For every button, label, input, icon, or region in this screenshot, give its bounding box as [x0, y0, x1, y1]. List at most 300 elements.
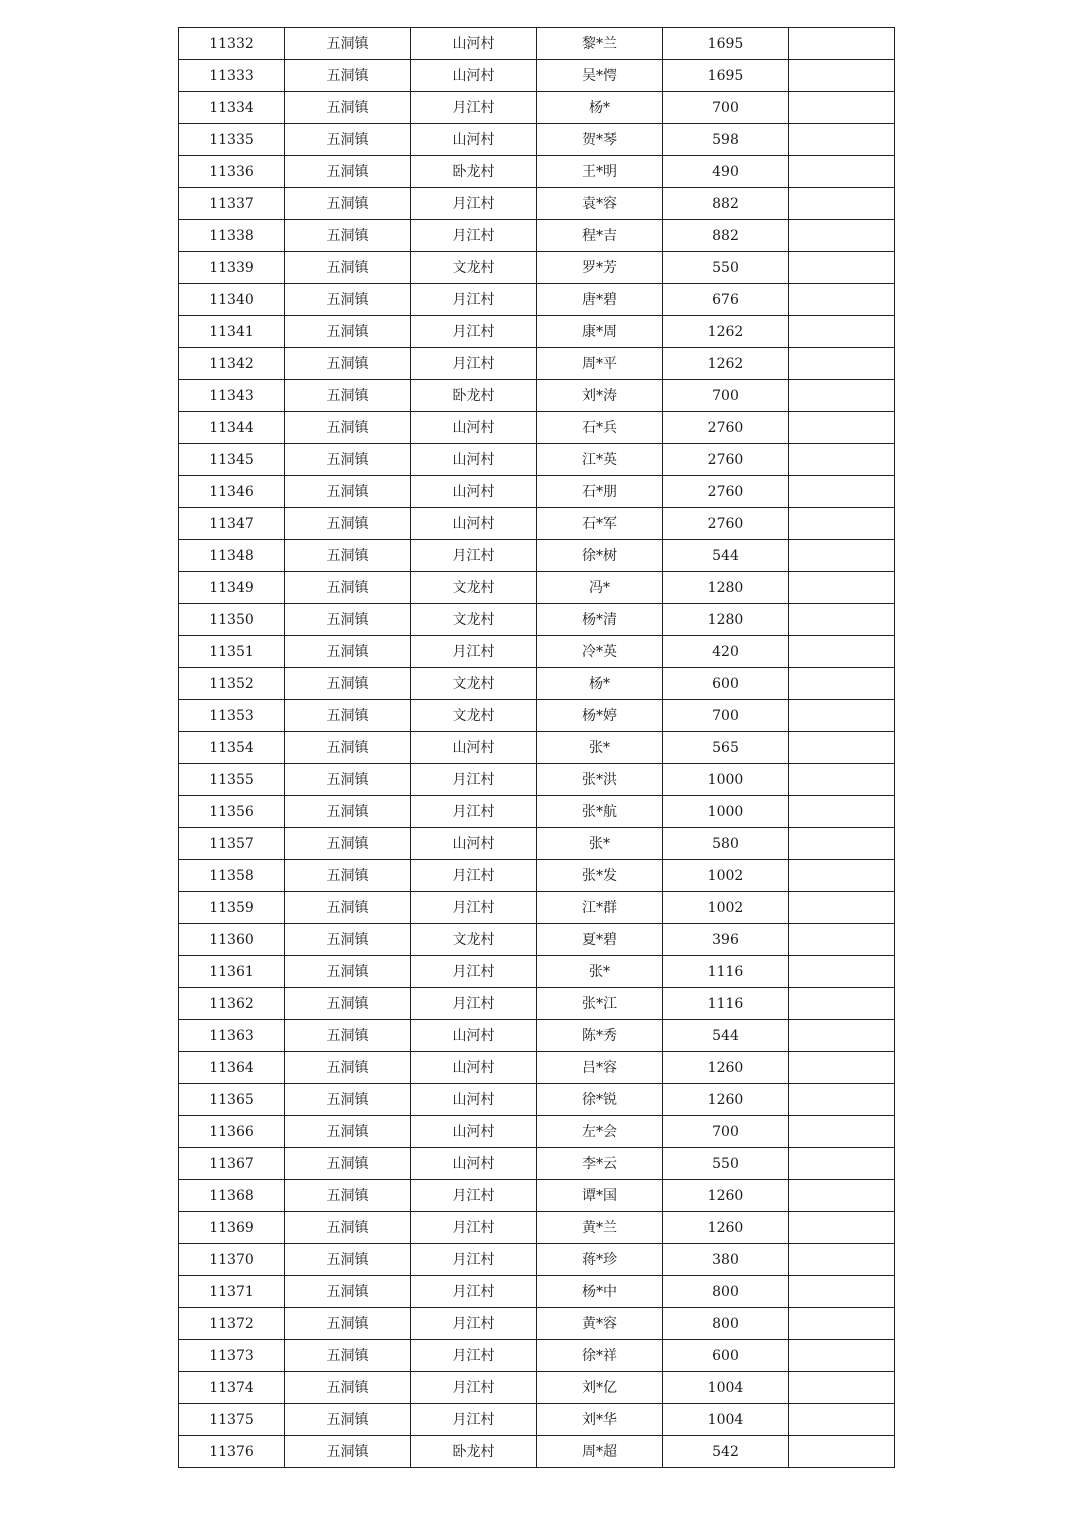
amount-cell: 1260: [663, 1084, 789, 1116]
table-row: [179, 380, 895, 412]
name-cell: 杨*: [537, 668, 663, 700]
village-cell: 卧龙村: [411, 156, 537, 188]
table-row: [179, 28, 895, 60]
amount-cell: 1260: [663, 1052, 789, 1084]
name-cell: 夏*碧: [537, 924, 663, 956]
note-cell: [789, 508, 895, 540]
town-cell: 五洞镇: [285, 252, 411, 284]
town-cell: 五洞镇: [285, 1020, 411, 1052]
name-cell: 蒋*珍: [537, 1244, 663, 1276]
name-cell: 张*洪: [537, 764, 663, 796]
serial-number-cell: 11333: [179, 60, 285, 92]
note-cell: [789, 1020, 895, 1052]
serial-number-cell: 11364: [179, 1052, 285, 1084]
table-row: [179, 476, 895, 508]
note-cell: [789, 1148, 895, 1180]
name-cell: 江*英: [537, 444, 663, 476]
village-cell: 月江村: [411, 1308, 537, 1340]
name-cell: 吕*容: [537, 1052, 663, 1084]
note-cell: [789, 1308, 895, 1340]
table-row: [179, 732, 895, 764]
table-row: [179, 1308, 895, 1340]
amount-cell: 1262: [663, 348, 789, 380]
amount-cell: 1260: [663, 1212, 789, 1244]
note-cell: [789, 1244, 895, 1276]
serial-number-cell: 11346: [179, 476, 285, 508]
table-row: [179, 1436, 895, 1468]
amount-cell: 700: [663, 380, 789, 412]
village-cell: 文龙村: [411, 604, 537, 636]
village-cell: 文龙村: [411, 924, 537, 956]
town-cell: 五洞镇: [285, 1084, 411, 1116]
town-cell: 五洞镇: [285, 1244, 411, 1276]
table-row: [179, 412, 895, 444]
serial-number-cell: 11361: [179, 956, 285, 988]
village-cell: 卧龙村: [411, 1436, 537, 1468]
village-cell: 月江村: [411, 636, 537, 668]
town-cell: 五洞镇: [285, 284, 411, 316]
table-row: [179, 636, 895, 668]
note-cell: [789, 1276, 895, 1308]
table-row: [179, 1372, 895, 1404]
amount-cell: 396: [663, 924, 789, 956]
amount-cell: 544: [663, 1020, 789, 1052]
note-cell: [789, 1436, 895, 1468]
note-cell: [789, 284, 895, 316]
table-row: [179, 1148, 895, 1180]
village-cell: 山河村: [411, 444, 537, 476]
serial-number-cell: 11340: [179, 284, 285, 316]
table-body: [179, 28, 895, 1468]
village-cell: 文龙村: [411, 700, 537, 732]
table-row: [179, 604, 895, 636]
name-cell: 袁*容: [537, 188, 663, 220]
village-cell: 月江村: [411, 860, 537, 892]
town-cell: 五洞镇: [285, 892, 411, 924]
village-cell: 月江村: [411, 892, 537, 924]
name-cell: 徐*锐: [537, 1084, 663, 1116]
town-cell: 五洞镇: [285, 60, 411, 92]
serial-number-cell: 11344: [179, 412, 285, 444]
village-cell: 月江村: [411, 796, 537, 828]
amount-cell: 700: [663, 92, 789, 124]
amount-cell: 1000: [663, 796, 789, 828]
village-cell: 山河村: [411, 828, 537, 860]
name-cell: 谭*国: [537, 1180, 663, 1212]
village-cell: 月江村: [411, 316, 537, 348]
serial-number-cell: 11347: [179, 508, 285, 540]
table-row: [179, 1052, 895, 1084]
serial-number-cell: 11373: [179, 1340, 285, 1372]
serial-number-cell: 11368: [179, 1180, 285, 1212]
note-cell: [789, 412, 895, 444]
serial-number-cell: 11367: [179, 1148, 285, 1180]
name-cell: 张*: [537, 956, 663, 988]
amount-cell: 800: [663, 1276, 789, 1308]
amount-cell: 1116: [663, 956, 789, 988]
village-cell: 月江村: [411, 1180, 537, 1212]
name-cell: 刘*亿: [537, 1372, 663, 1404]
name-cell: 黄*容: [537, 1308, 663, 1340]
village-cell: 山河村: [411, 1116, 537, 1148]
town-cell: 五洞镇: [285, 316, 411, 348]
amount-cell: 2760: [663, 444, 789, 476]
serial-number-cell: 11351: [179, 636, 285, 668]
serial-number-cell: 11335: [179, 124, 285, 156]
town-cell: 五洞镇: [285, 28, 411, 60]
table-row: [179, 444, 895, 476]
name-cell: 贺*琴: [537, 124, 663, 156]
village-cell: 月江村: [411, 540, 537, 572]
amount-cell: 2760: [663, 508, 789, 540]
note-cell: [789, 636, 895, 668]
town-cell: 五洞镇: [285, 348, 411, 380]
serial-number-cell: 11362: [179, 988, 285, 1020]
name-cell: 周*超: [537, 1436, 663, 1468]
town-cell: 五洞镇: [285, 1180, 411, 1212]
village-cell: 山河村: [411, 28, 537, 60]
town-cell: 五洞镇: [285, 412, 411, 444]
serial-number-cell: 11355: [179, 764, 285, 796]
town-cell: 五洞镇: [285, 796, 411, 828]
serial-number-cell: 11366: [179, 1116, 285, 1148]
serial-number-cell: 11343: [179, 380, 285, 412]
amount-cell: 1695: [663, 60, 789, 92]
serial-number-cell: 11332: [179, 28, 285, 60]
note-cell: [789, 316, 895, 348]
amount-cell: 1002: [663, 892, 789, 924]
amount-cell: 420: [663, 636, 789, 668]
note-cell: [789, 476, 895, 508]
table-row: [179, 700, 895, 732]
village-cell: 月江村: [411, 1404, 537, 1436]
town-cell: 五洞镇: [285, 1308, 411, 1340]
town-cell: 五洞镇: [285, 156, 411, 188]
name-cell: 罗*芳: [537, 252, 663, 284]
name-cell: 徐*祥: [537, 1340, 663, 1372]
name-cell: 周*平: [537, 348, 663, 380]
village-cell: 文龙村: [411, 668, 537, 700]
note-cell: [789, 572, 895, 604]
note-cell: [789, 1180, 895, 1212]
serial-number-cell: 11338: [179, 220, 285, 252]
town-cell: 五洞镇: [285, 380, 411, 412]
note-cell: [789, 732, 895, 764]
note-cell: [789, 188, 895, 220]
note-cell: [789, 796, 895, 828]
village-cell: 山河村: [411, 1084, 537, 1116]
name-cell: 冷*英: [537, 636, 663, 668]
name-cell: 刘*华: [537, 1404, 663, 1436]
table-row: [179, 284, 895, 316]
note-cell: [789, 1372, 895, 1404]
village-cell: 月江村: [411, 92, 537, 124]
amount-cell: 676: [663, 284, 789, 316]
table-row: [179, 988, 895, 1020]
town-cell: 五洞镇: [285, 444, 411, 476]
village-cell: 月江村: [411, 764, 537, 796]
note-cell: [789, 924, 895, 956]
village-cell: 月江村: [411, 956, 537, 988]
town-cell: 五洞镇: [285, 1276, 411, 1308]
town-cell: 五洞镇: [285, 1372, 411, 1404]
table-row: [179, 1244, 895, 1276]
serial-number-cell: 11369: [179, 1212, 285, 1244]
amount-cell: 490: [663, 156, 789, 188]
table-row: [179, 1116, 895, 1148]
name-cell: 石*朋: [537, 476, 663, 508]
village-cell: 山河村: [411, 476, 537, 508]
note-cell: [789, 540, 895, 572]
village-cell: 山河村: [411, 1020, 537, 1052]
name-cell: 李*云: [537, 1148, 663, 1180]
town-cell: 五洞镇: [285, 1340, 411, 1372]
note-cell: [789, 444, 895, 476]
serial-number-cell: 11350: [179, 604, 285, 636]
table-row: [179, 252, 895, 284]
town-cell: 五洞镇: [285, 476, 411, 508]
amount-cell: 598: [663, 124, 789, 156]
serial-number-cell: 11372: [179, 1308, 285, 1340]
serial-number-cell: 11359: [179, 892, 285, 924]
town-cell: 五洞镇: [285, 92, 411, 124]
village-cell: 山河村: [411, 60, 537, 92]
amount-cell: 1695: [663, 28, 789, 60]
name-cell: 徐*树: [537, 540, 663, 572]
name-cell: 石*军: [537, 508, 663, 540]
serial-number-cell: 11375: [179, 1404, 285, 1436]
name-cell: 吴*愕: [537, 60, 663, 92]
village-cell: 月江村: [411, 1276, 537, 1308]
town-cell: 五洞镇: [285, 220, 411, 252]
amount-cell: 700: [663, 700, 789, 732]
name-cell: 陈*秀: [537, 1020, 663, 1052]
serial-number-cell: 11352: [179, 668, 285, 700]
name-cell: 张*江: [537, 988, 663, 1020]
table-row: [179, 572, 895, 604]
village-cell: 月江村: [411, 1340, 537, 1372]
table-row: [179, 1020, 895, 1052]
note-cell: [789, 252, 895, 284]
note-cell: [789, 764, 895, 796]
amount-cell: 580: [663, 828, 789, 860]
serial-number-cell: 11341: [179, 316, 285, 348]
serial-number-cell: 11349: [179, 572, 285, 604]
amount-cell: 1116: [663, 988, 789, 1020]
town-cell: 五洞镇: [285, 956, 411, 988]
amount-cell: 2760: [663, 412, 789, 444]
village-cell: 山河村: [411, 508, 537, 540]
town-cell: 五洞镇: [285, 1436, 411, 1468]
amount-cell: 550: [663, 252, 789, 284]
table-row: [179, 60, 895, 92]
name-cell: 张*: [537, 828, 663, 860]
town-cell: 五洞镇: [285, 540, 411, 572]
table-row: [179, 1276, 895, 1308]
village-cell: 月江村: [411, 188, 537, 220]
town-cell: 五洞镇: [285, 604, 411, 636]
amount-cell: 542: [663, 1436, 789, 1468]
amount-cell: 380: [663, 1244, 789, 1276]
serial-number-cell: 11374: [179, 1372, 285, 1404]
note-cell: [789, 860, 895, 892]
serial-number-cell: 11354: [179, 732, 285, 764]
name-cell: 杨*清: [537, 604, 663, 636]
note-cell: [789, 28, 895, 60]
serial-number-cell: 11353: [179, 700, 285, 732]
village-cell: 月江村: [411, 284, 537, 316]
table-row: [179, 924, 895, 956]
table-row: [179, 764, 895, 796]
village-cell: 月江村: [411, 1212, 537, 1244]
amount-cell: 1004: [663, 1404, 789, 1436]
note-cell: [789, 668, 895, 700]
town-cell: 五洞镇: [285, 668, 411, 700]
amount-cell: 1260: [663, 1180, 789, 1212]
town-cell: 五洞镇: [285, 188, 411, 220]
serial-number-cell: 11342: [179, 348, 285, 380]
table-row: [179, 348, 895, 380]
amount-cell: 1280: [663, 604, 789, 636]
village-cell: 月江村: [411, 988, 537, 1020]
name-cell: 杨*婷: [537, 700, 663, 732]
note-cell: [789, 700, 895, 732]
serial-number-cell: 11360: [179, 924, 285, 956]
note-cell: [789, 988, 895, 1020]
table-row: [179, 668, 895, 700]
table-row: [179, 540, 895, 572]
name-cell: 张*航: [537, 796, 663, 828]
name-cell: 江*群: [537, 892, 663, 924]
name-cell: 王*明: [537, 156, 663, 188]
serial-number-cell: 11337: [179, 188, 285, 220]
table-row: [179, 220, 895, 252]
table-row: [179, 860, 895, 892]
amount-cell: 550: [663, 1148, 789, 1180]
note-cell: [789, 604, 895, 636]
amount-cell: 565: [663, 732, 789, 764]
town-cell: 五洞镇: [285, 860, 411, 892]
amount-cell: 544: [663, 540, 789, 572]
name-cell: 石*兵: [537, 412, 663, 444]
amount-cell: 1002: [663, 860, 789, 892]
name-cell: 杨*: [537, 92, 663, 124]
town-cell: 五洞镇: [285, 572, 411, 604]
serial-number-cell: 11357: [179, 828, 285, 860]
village-cell: 文龙村: [411, 252, 537, 284]
note-cell: [789, 892, 895, 924]
town-cell: 五洞镇: [285, 700, 411, 732]
town-cell: 五洞镇: [285, 1404, 411, 1436]
serial-number-cell: 11336: [179, 156, 285, 188]
amount-cell: 2760: [663, 476, 789, 508]
note-cell: [789, 1340, 895, 1372]
town-cell: 五洞镇: [285, 1116, 411, 1148]
note-cell: [789, 1212, 895, 1244]
note-cell: [789, 828, 895, 860]
amount-cell: 882: [663, 188, 789, 220]
note-cell: [789, 220, 895, 252]
town-cell: 五洞镇: [285, 636, 411, 668]
name-cell: 张*发: [537, 860, 663, 892]
serial-number-cell: 11358: [179, 860, 285, 892]
village-cell: 山河村: [411, 732, 537, 764]
village-cell: 文龙村: [411, 572, 537, 604]
serial-number-cell: 11348: [179, 540, 285, 572]
village-cell: 山河村: [411, 1052, 537, 1084]
town-cell: 五洞镇: [285, 828, 411, 860]
name-cell: 黎*兰: [537, 28, 663, 60]
table-row: [179, 1404, 895, 1436]
amount-cell: 1000: [663, 764, 789, 796]
table-row: [179, 508, 895, 540]
amount-cell: 1262: [663, 316, 789, 348]
table-row: [179, 1340, 895, 1372]
town-cell: 五洞镇: [285, 124, 411, 156]
note-cell: [789, 348, 895, 380]
table-row: [179, 1084, 895, 1116]
serial-number-cell: 11356: [179, 796, 285, 828]
table-row: [179, 892, 895, 924]
name-cell: 黄*兰: [537, 1212, 663, 1244]
name-cell: 冯*: [537, 572, 663, 604]
village-cell: 山河村: [411, 412, 537, 444]
name-cell: 张*: [537, 732, 663, 764]
table-row: [179, 316, 895, 348]
town-cell: 五洞镇: [285, 1212, 411, 1244]
town-cell: 五洞镇: [285, 988, 411, 1020]
amount-cell: 1004: [663, 1372, 789, 1404]
note-cell: [789, 1084, 895, 1116]
note-cell: [789, 60, 895, 92]
village-cell: 月江村: [411, 1372, 537, 1404]
town-cell: 五洞镇: [285, 732, 411, 764]
village-cell: 月江村: [411, 348, 537, 380]
serial-number-cell: 11370: [179, 1244, 285, 1276]
serial-number-cell: 11339: [179, 252, 285, 284]
note-cell: [789, 1116, 895, 1148]
note-cell: [789, 92, 895, 124]
note-cell: [789, 956, 895, 988]
name-cell: 程*吉: [537, 220, 663, 252]
name-cell: 唐*碧: [537, 284, 663, 316]
serial-number-cell: 11345: [179, 444, 285, 476]
table-row: [179, 156, 895, 188]
serial-number-cell: 11376: [179, 1436, 285, 1468]
amount-cell: 700: [663, 1116, 789, 1148]
serial-number-cell: 11371: [179, 1276, 285, 1308]
table-row: [179, 1180, 895, 1212]
note-cell: [789, 156, 895, 188]
town-cell: 五洞镇: [285, 764, 411, 796]
name-cell: 康*周: [537, 316, 663, 348]
village-cell: 山河村: [411, 1148, 537, 1180]
amount-cell: 600: [663, 668, 789, 700]
data-table: [178, 27, 895, 1468]
amount-cell: 882: [663, 220, 789, 252]
village-cell: 卧龙村: [411, 380, 537, 412]
table-row: [179, 124, 895, 156]
note-cell: [789, 1052, 895, 1084]
village-cell: 月江村: [411, 220, 537, 252]
table-row: [179, 828, 895, 860]
table-row: [179, 956, 895, 988]
town-cell: 五洞镇: [285, 1052, 411, 1084]
table-row: [179, 796, 895, 828]
note-cell: [789, 124, 895, 156]
amount-cell: 800: [663, 1308, 789, 1340]
serial-number-cell: 11365: [179, 1084, 285, 1116]
